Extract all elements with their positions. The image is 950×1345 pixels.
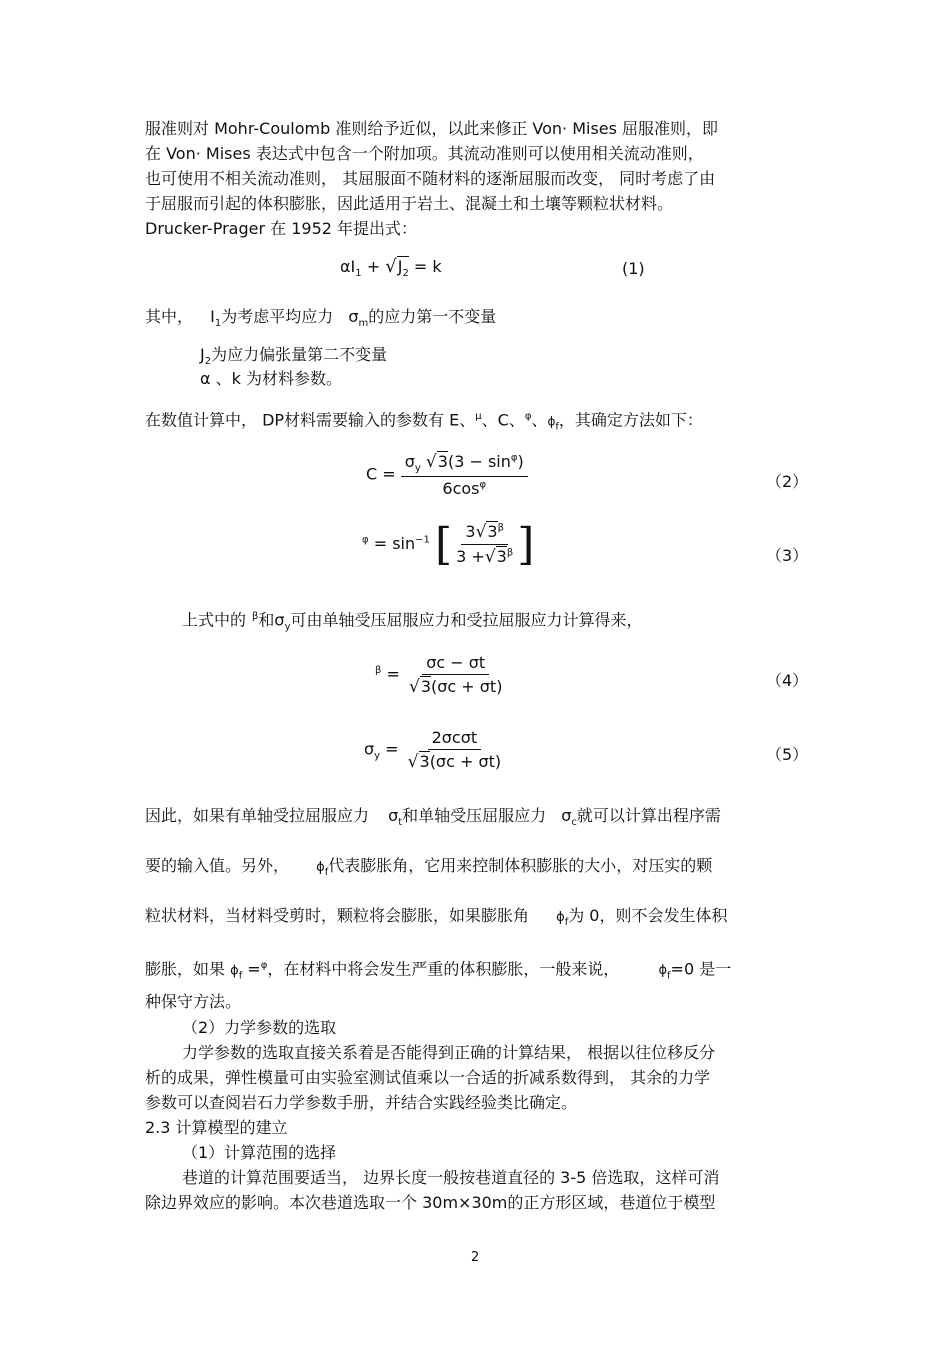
- symbol-phif-sub: f: [555, 421, 559, 433]
- where-text: 的应力第一不变量: [368, 307, 497, 326]
- eq3-beta: β: [497, 522, 504, 534]
- equation-number: （4）: [766, 671, 809, 690]
- paragraph-line: 在 Von· Mises 表达式中包含一个附加项。其流动准则可以使用相关流动准则，: [145, 144, 704, 163]
- eq1-sub2: 2: [402, 268, 409, 280]
- eq3-inverse: −1: [415, 534, 430, 546]
- equation-5: [364, 728, 505, 772]
- paragraph-line: 服准则对 Mohr-Coulomb 准则给予近似，以此来修正 Von· Mises 屈服准则，即: [145, 119, 719, 138]
- paragraph-line: [145, 855, 712, 884]
- eq5-denominator: √3(σc + σt): [407, 752, 502, 772]
- eq4-beta: β: [375, 665, 382, 677]
- beta-text: 可由单轴受压屈服应力和受拉屈服应力计算得来，: [290, 610, 643, 630]
- paragraph-line: 参数可以查阅岩石力学参数手册，并结合实践经验类比确定。: [145, 1093, 578, 1112]
- eq4-sqrt: 3: [420, 677, 432, 696]
- symbol-phif: ϕ: [556, 910, 565, 925]
- eq2-den-phi: φ: [479, 479, 487, 491]
- equation-number: （5）: [766, 745, 809, 764]
- para-text: 粒状材料，当材料受剪时，颗粒将会膨胀，如果膨胀角: [145, 906, 530, 925]
- eq2-den: 6cos: [442, 479, 480, 499]
- eq5-eq: =: [385, 739, 399, 759]
- eq2-fraction: [401, 452, 528, 498]
- eq3-den: 3 +: [456, 547, 485, 566]
- eq5-sigma: σ: [364, 739, 375, 759]
- symbol-phif: ϕ: [230, 963, 239, 979]
- symbol-phi: φ: [524, 411, 532, 422]
- paragraph-line: [145, 955, 731, 988]
- paragraph-line: 力学参数的选取直接关系着是否能得到正确的计算结果， 根据以往位移反分: [182, 1043, 716, 1062]
- paragraph-line: 除边界效应的影响。本次巷道选取一个 30m×30m的正方形区域，巷道位于模型: [145, 1193, 716, 1212]
- where-line-3: α 、k 为材料参数。: [200, 369, 342, 388]
- section-heading: 2.3 计算模型的建立: [145, 1118, 288, 1137]
- symbol-sigma: σ: [561, 806, 572, 825]
- symbol-j-sub: 2: [204, 356, 212, 368]
- symbol-beta: β: [252, 611, 259, 622]
- para-text: ，在材料中将会发生严重的体积膨胀，一般来说，: [267, 959, 620, 979]
- eq5-den: (σc + σt): [429, 752, 502, 771]
- para-text: 就可以计算出程序需: [576, 806, 721, 825]
- symbol-i: I: [210, 307, 215, 326]
- symbol-sigma-sub: m: [358, 318, 369, 330]
- beta-line: [182, 606, 643, 639]
- paragraph-line: [145, 805, 721, 834]
- symbol-sigma: σ: [388, 806, 399, 825]
- eq1-j: J: [397, 257, 403, 276]
- subsection-heading: （1）计算范围的选择: [182, 1143, 337, 1162]
- symbol-sub: c: [571, 817, 577, 829]
- eq3-den-beta: β: [506, 547, 514, 559]
- para-text: 为 0，则不会发生体积: [568, 906, 728, 925]
- symbol-phif: ϕ: [547, 414, 556, 429]
- eq3-num: 3: [465, 522, 476, 541]
- eq5-sub: y: [374, 750, 381, 762]
- eq2-denominator: [438, 477, 490, 498]
- dp-text: ，其确定方法如下：: [558, 410, 703, 430]
- symbol-phif: ϕ: [316, 860, 325, 875]
- eq3-fraction: [452, 522, 517, 567]
- eq3-bracket: [ $\frac{3√3^\beta}{3 +√3^\beta}$ ]: [434, 518, 535, 570]
- where-text: 为应力偏张量第二不变量: [211, 345, 388, 364]
- paragraph-line: 于屈服而引起的体积膨胀，因此适用于岩土、混凝土和土壤等颗粒状材料。: [145, 194, 674, 213]
- eq3-sin: = sin: [373, 534, 416, 553]
- para-text: 要的输入值。另外，: [145, 856, 290, 875]
- symbol-sigma: σ: [274, 610, 285, 630]
- eq4-fraction: [405, 653, 506, 697]
- dp-params-line: [145, 406, 703, 439]
- para-text: 代表膨胀角，它用来控制体积膨胀的大小，对压实的颗: [328, 856, 713, 875]
- eq1-rhs: = k: [413, 257, 442, 276]
- symbol-sub: f: [238, 970, 243, 982]
- symbol-j: J: [200, 345, 205, 364]
- symbol-sub: f: [667, 970, 671, 982]
- paragraph-line: 析的成果，弹性模量可由实验室测试值乘以一合适的折减系数得到， 其余的力学: [145, 1068, 711, 1087]
- section-heading: （2）力学参数的选取: [182, 1018, 337, 1037]
- eq3-denominator: $3 +√3^\beta$: [456, 547, 514, 567]
- symbol-sub: f: [324, 867, 329, 879]
- eq5-fraction: [404, 728, 505, 772]
- equation-1: $\alpha I_1 + √J_2 = k$: [340, 256, 442, 280]
- paragraph-line: [145, 905, 728, 934]
- equation-3: [362, 518, 535, 570]
- paragraph-line: 巷道的计算范围要适当， 边界长度一般按巷道直径的 3-5 倍选取，这样可消: [182, 1168, 720, 1187]
- eq2-lhs: C =: [366, 464, 396, 484]
- eq2-numerator: $\sigma_y$ $√3(3 - \sin^\varphi)$: [401, 452, 528, 477]
- eq1-sub: 1: [355, 268, 362, 280]
- eq3-numerator: $3√3^\beta$: [461, 522, 508, 545]
- eq2-sqrt: 3: [437, 452, 448, 471]
- symbol-sigma: σ: [348, 307, 359, 326]
- eq4-denominator: √3(σc + σt): [408, 677, 503, 697]
- equation-2: [366, 452, 528, 498]
- where-line-1: [145, 306, 496, 335]
- eq3-phi: φ: [362, 534, 369, 546]
- eq4-den: (σc + σt): [431, 677, 503, 696]
- eq5-sqrt: 3: [419, 752, 430, 771]
- equation-4: [375, 653, 506, 697]
- where-text: 为考虑平均应力: [221, 307, 334, 326]
- dp-text: 、C、: [481, 410, 525, 430]
- dp-text: 、: [531, 410, 548, 430]
- paragraph-line: Drucker-Prager 在 1952 年提出式：: [145, 219, 418, 238]
- dp-text: 在数值计算中， DP材料需要输入的参数有 E、: [145, 410, 476, 430]
- paragraph-line: 种保守方法。: [145, 992, 242, 1011]
- page-number: 2: [471, 1250, 480, 1265]
- symbol-phif: ϕ: [658, 963, 668, 979]
- eq5-numerator: 2σcσt: [428, 728, 482, 750]
- eq2-sub: y: [414, 463, 421, 475]
- symbol-sub: t: [398, 817, 403, 829]
- symbol-sub: f: [564, 917, 569, 929]
- para-text: =0 是一: [670, 959, 732, 979]
- eq1-alpha: αI: [340, 257, 356, 276]
- para-text: =: [242, 959, 261, 979]
- eq1-plus: +: [366, 257, 381, 276]
- symbol-mu: μ: [475, 411, 482, 422]
- paragraph-line: 也可使用不相关流动准则， 其屈服面不随材料的逐渐屈服而改变， 同时考虑了由: [145, 169, 716, 188]
- para-text: 和单轴受压屈服应力: [402, 806, 547, 825]
- where-prefix: 其中，: [145, 307, 194, 326]
- symbol-sigma-sub: y: [284, 621, 291, 633]
- eq2-phi: φ: [510, 452, 518, 464]
- eq2-close: ): [517, 452, 524, 471]
- eq4-numerator: σc − σt: [422, 653, 489, 675]
- eq2-text: (3 − sin: [447, 452, 511, 471]
- symbol-phi: φ: [260, 960, 268, 971]
- equation-number: (1): [622, 259, 645, 278]
- eq2-sigma: σ: [404, 452, 415, 471]
- para-text: 因此，如果有单轴受拉屈服应力: [145, 806, 370, 825]
- para-text: 膨胀，如果: [145, 959, 226, 979]
- symbol-i-sub: 1: [214, 318, 222, 330]
- equation-number: （2）: [766, 472, 809, 491]
- beta-text: 和: [258, 610, 275, 630]
- beta-text: 上式中的: [182, 610, 247, 630]
- eq4-eq: =: [386, 664, 400, 684]
- eq3-den-sqrt: 3: [496, 547, 507, 566]
- eq3-sqrt: 3: [487, 522, 498, 541]
- equation-number: （3）: [766, 546, 809, 565]
